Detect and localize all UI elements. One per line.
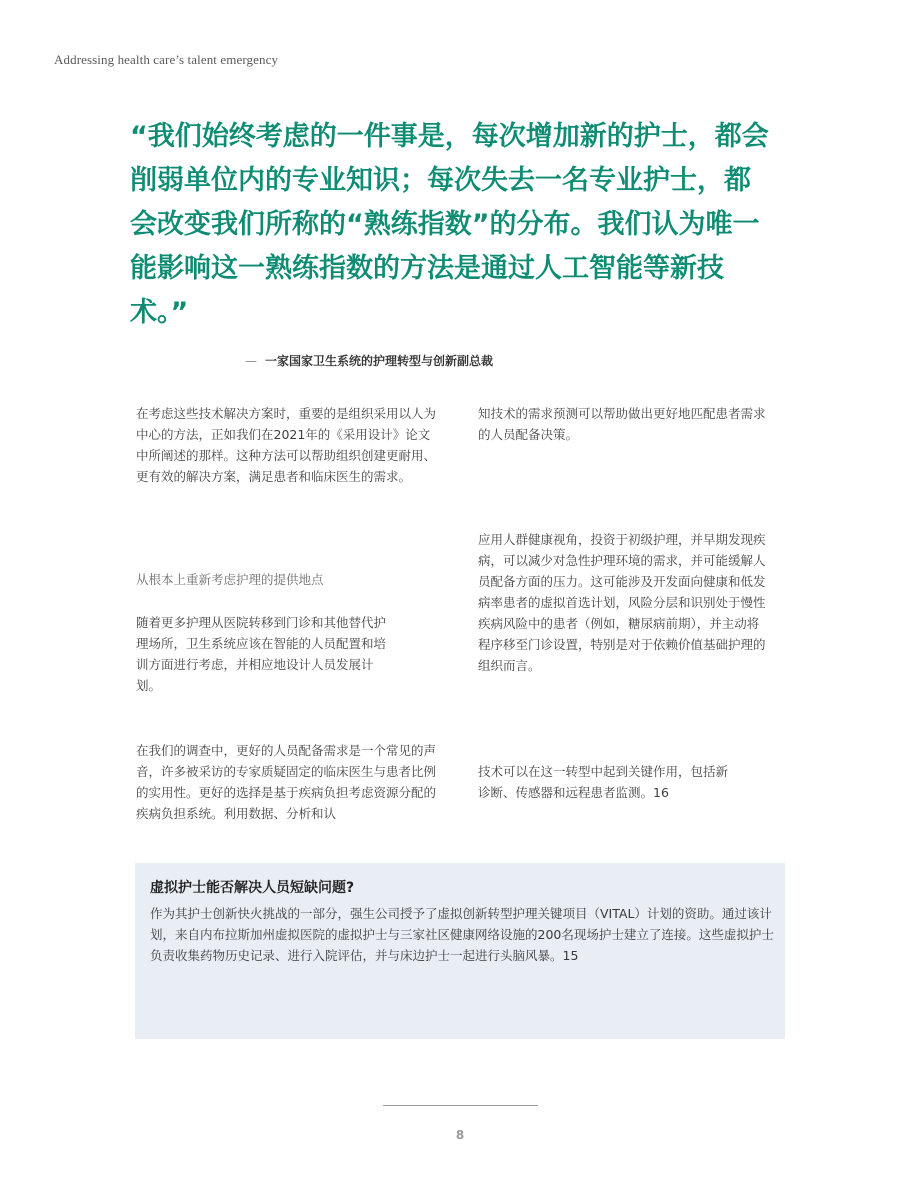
section-subheading: 从根本上重新考虑护理的提供地点 — [136, 572, 324, 587]
running-header: Addressing health care’s talent emergency — [54, 52, 279, 67]
sidebar-box — [135, 863, 785, 1039]
attribution-text: 一家国家卫生系统的护理转型与创新副总裁 — [265, 354, 494, 368]
right-paragraph-1: 知技术的需求预测可以帮助做出更好地匹配患者需求的人员配备决策。 — [478, 406, 766, 442]
right-paragraph-3: 技术可以在这一转型中起到关键作用，包括新诊断、传感器和远程患者监测。16 — [478, 764, 729, 800]
footer-divider — [383, 1105, 538, 1106]
left-paragraph-1: 在考虑这些技术解决方案时，重要的是组织采用以人为中心的方法，正如我们在2021年的《采用设计》论文中所阐述的那样。这种方法可以帮助组织创建更耐用、更有效的解决方案，满足患者和临床医生的需求。 — [136, 406, 437, 484]
pull-quote: “我们始终考虑的一件事是，每次增加新的护士，都会削弱单位内的专业知识；每次失去一名专业护士，都会改变我们所称的“熟练指数”的分布。我们认为唯一能影响这一熟练指数的方法是通过人工智能等新技术。” — [130, 121, 769, 328]
attribution-dash: — — [245, 354, 257, 368]
sidebar-title: 虚拟护士能否解决人员短缺问题? — [150, 880, 355, 896]
left-paragraph-3: 在我们的调查中，更好的人员配备需求是一个常见的声音，许多被采访的专家质疑固定的临床医生与患者比例的实用性。更好的选择是基于疾病负担考虑资源分配的疾病负担系统。利用数据、分析和认 — [136, 743, 437, 821]
page-number: 8 — [455, 1128, 465, 1142]
sidebar-text: 作为其护士创新快火挑战的一部分，强生公司授予了虚拟创新转型护理关键项目（VITAL）计划的资助。通过该计划，来自内布拉斯加州虚拟医院的虚拟护士与三家社区健康网络设施的200名现场护士建立了连接。这些虚拟护士负责收集药物历史记录、进行入院评估，并与床边护士一起进行头脑风暴。15 — [150, 906, 774, 963]
right-paragraph-2: 应用人群健康视角，投资于初级护理，并早期发现疾病，可以减少对急性护理环境的需求，并可能缓解人员配备方面的压力。这可能涉及开发面向健康和低发病率患者的虚拟首选计划，风险分层和识别处于慢性疾病风险中的患者（例如，糖尿病前期），并主动将程序移至门诊设置，特别是对于依赖价值基础护理的组织而言。 — [478, 532, 766, 673]
left-paragraph-2: 随着更多护理从医院转移到门诊和其他替代护理场所，卫生系统应该在智能的人员配置和培训方面进行考虑，并相应地设计人员发展计划。 — [136, 615, 387, 693]
quote-attribution — [245, 352, 493, 369]
